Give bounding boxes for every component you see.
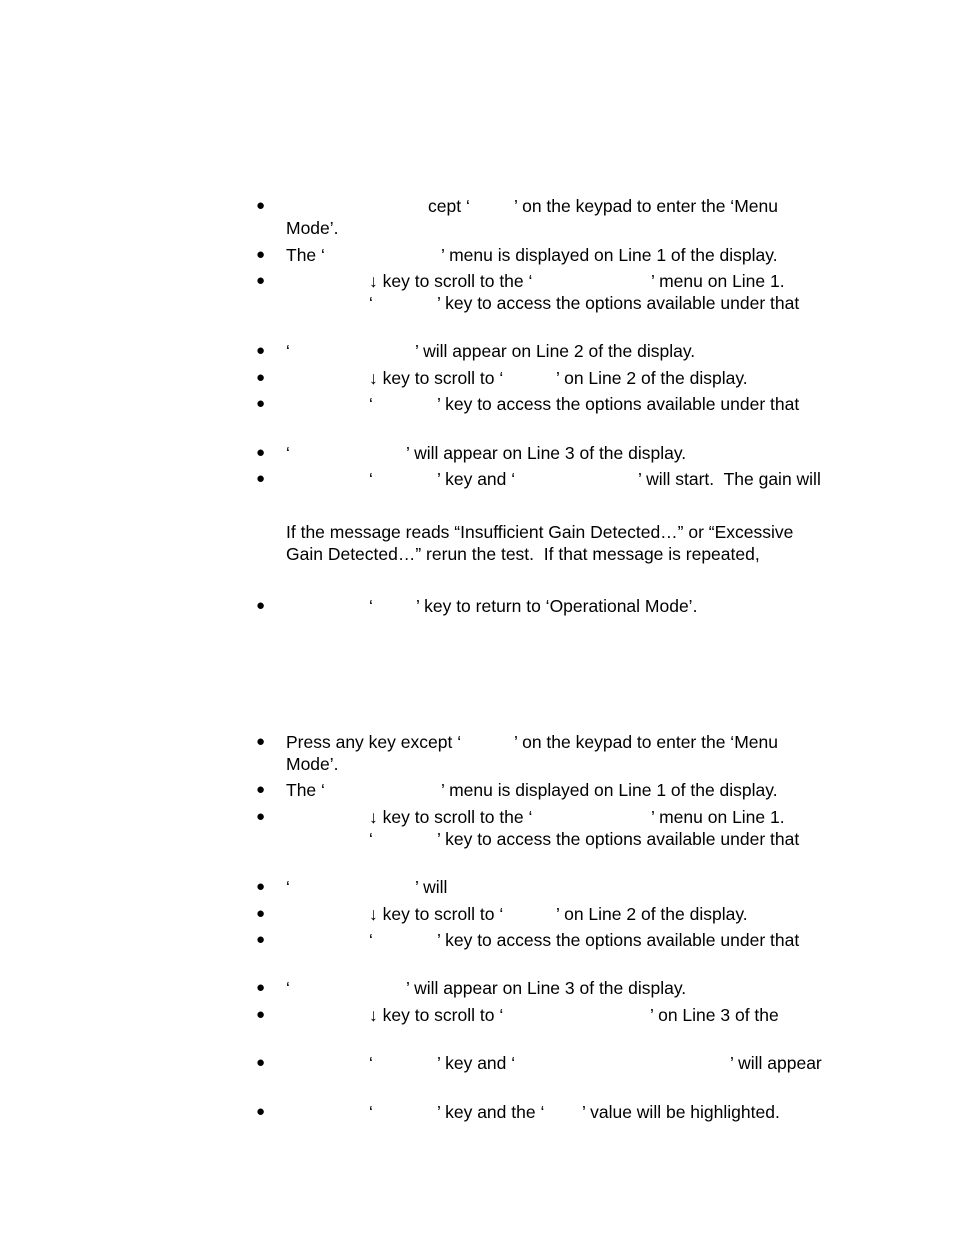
text-fragment: Press any key except ‘ — [286, 732, 462, 752]
text-fragment: Mode’. — [286, 754, 339, 774]
text-fragment: ‘ — [369, 930, 373, 950]
bullet-icon: ● — [256, 197, 266, 214]
text-fragment: ↓ key to scroll to ‘ — [369, 368, 504, 388]
text-fragment: ’ menu on Line 1. — [651, 807, 785, 827]
bullet-icon: ● — [256, 878, 266, 895]
text-fragment: ’ key and ‘ — [437, 469, 516, 489]
bullet-icon: ● — [256, 979, 266, 996]
text-fragment: If the message reads “Insufficient Gain Detected…” or “Excessive — [286, 522, 794, 542]
text-fragment: ’ key and ‘ — [437, 1053, 516, 1073]
bullet-icon: ● — [256, 1054, 266, 1071]
text-fragment: ‘ — [369, 1053, 373, 1073]
text-fragment: ↓ key to scroll to the ‘ — [369, 807, 533, 827]
text-fragment: ’ will — [415, 877, 448, 897]
text-fragment: ’ will appear on Line 2 of the display. — [415, 341, 696, 361]
text-fragment: Gain Detected…” rerun the test. If that message is repeated, — [286, 544, 760, 564]
text-fragment: The ‘ — [286, 780, 325, 800]
text-fragment: ‘ — [369, 829, 373, 849]
text-fragment: ’ on Line 2 of the display. — [556, 368, 748, 388]
text-fragment: ‘ — [369, 469, 373, 489]
text-fragment: ’ key to access the options available under that — [437, 930, 800, 950]
bullet-icon: ● — [256, 1103, 266, 1120]
text-fragment: ’ menu is displayed on Line 1 of the display. — [441, 245, 778, 265]
text-fragment: ↓ key to scroll to the ‘ — [369, 271, 533, 291]
text-fragment: ‘ — [286, 877, 290, 897]
text-fragment: ↓ key to scroll to ‘ — [369, 1005, 504, 1025]
text-fragment: ’ will appear on Line 3 of the display. — [406, 978, 687, 998]
bullet-icon: ● — [256, 444, 266, 461]
text-fragment: ’ will appear on Line 3 of the display. — [406, 443, 687, 463]
text-fragment: ’ key and the ‘ — [437, 1102, 545, 1122]
bullet-icon: ● — [256, 272, 266, 289]
text-fragment: ’ key to return to ‘Operational Mode’. — [416, 596, 698, 616]
text-fragment: ’ value will be highlighted. — [582, 1102, 780, 1122]
text-fragment: The ‘ — [286, 245, 325, 265]
text-fragment: ’ on the keypad to enter the ‘Menu — [514, 196, 778, 216]
text-fragment: ’ key to access the options available under that — [437, 293, 800, 313]
bullet-icon: ● — [256, 342, 266, 359]
bullet-icon: ● — [256, 1006, 266, 1023]
text-fragment: ‘ — [286, 978, 290, 998]
bullet-icon: ● — [256, 395, 266, 412]
bullet-icon: ● — [256, 470, 266, 487]
text-fragment: ’ on Line 2 of the display. — [556, 904, 748, 924]
text-fragment: ‘ — [369, 1102, 373, 1122]
text-fragment: ↓ key to scroll to ‘ — [369, 904, 504, 924]
text-fragment: ’ menu on Line 1. — [651, 271, 785, 291]
bullet-icon: ● — [256, 931, 266, 948]
text-fragment: Mode’. — [286, 218, 339, 238]
text-fragment: ’ on the keypad to enter the ‘Menu — [514, 732, 778, 752]
bullet-icon: ● — [256, 246, 266, 263]
bullet-icon: ● — [256, 808, 266, 825]
text-fragment: ’ on Line 3 of the — [650, 1005, 779, 1025]
bullet-icon: ● — [256, 597, 266, 614]
text-fragment: ’ key to access the options available under that — [437, 829, 800, 849]
text-fragment: ’ key to access the options available under that — [437, 394, 800, 414]
text-fragment: ‘ — [369, 394, 373, 414]
text-fragment: ’ will start. The gain will — [638, 469, 821, 489]
text-fragment: ‘ — [286, 341, 290, 361]
text-fragment: ’ menu is displayed on Line 1 of the display. — [441, 780, 778, 800]
text-fragment: ‘ — [369, 293, 373, 313]
text-fragment: ‘ — [286, 443, 290, 463]
text-fragment: cept ‘ — [428, 196, 470, 216]
text-fragment: ‘ — [369, 596, 373, 616]
text-fragment: ’ will appear — [730, 1053, 822, 1073]
bullet-icon: ● — [256, 369, 266, 386]
bullet-icon: ● — [256, 905, 266, 922]
bullet-icon: ● — [256, 733, 266, 750]
bullet-icon: ● — [256, 781, 266, 798]
